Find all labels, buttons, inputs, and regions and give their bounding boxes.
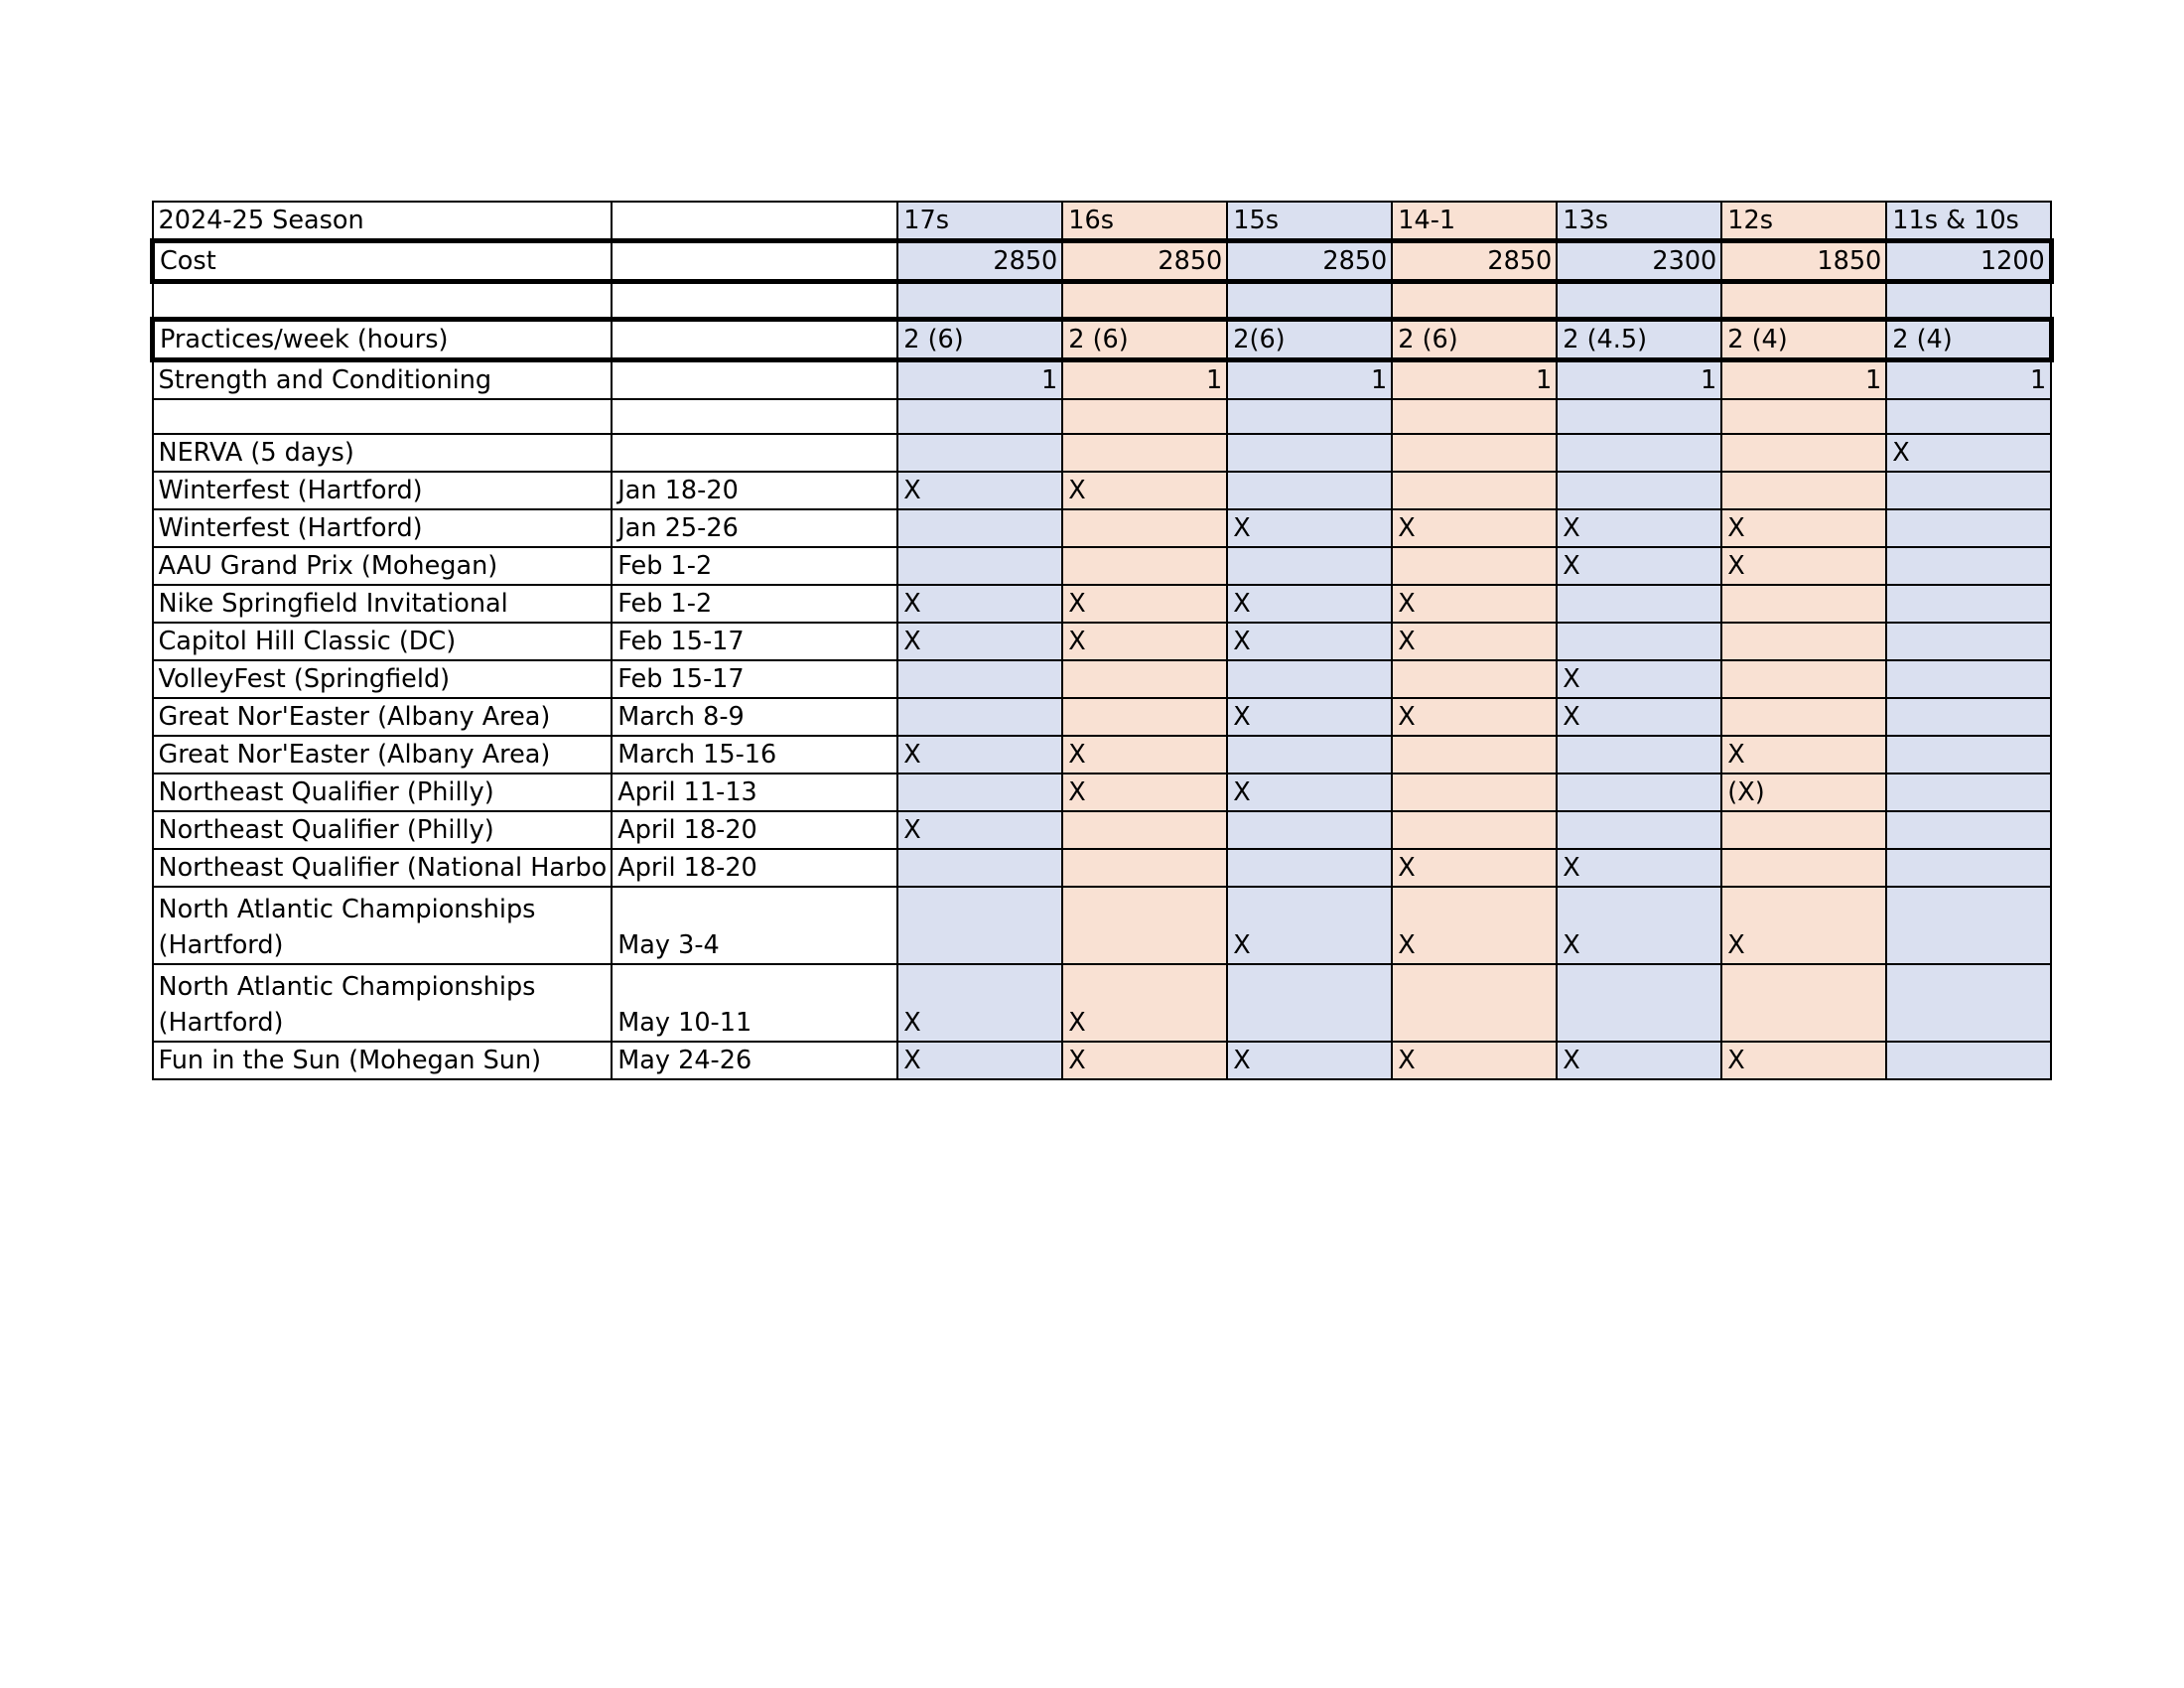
age-group-cell — [1062, 509, 1227, 547]
age-group-cell: X — [897, 811, 1062, 849]
table-row — [153, 887, 2052, 964]
row-date — [612, 360, 897, 400]
age-group-cell: X — [1721, 509, 1886, 547]
season-schedule-table — [150, 201, 2054, 1080]
age-group-cell — [1886, 547, 2051, 585]
age-group-cell: X — [1557, 1042, 1721, 1079]
row-label: North Atlantic Championships (Hartford) — [153, 964, 613, 1042]
age-group-cell: X — [1062, 736, 1227, 774]
age-group-header: 13s — [1557, 202, 1721, 241]
row-date: March 8-9 — [612, 698, 897, 736]
row-date: Feb 1-2 — [612, 547, 897, 585]
age-group-cell — [1392, 282, 1557, 320]
row-date: Feb 15-17 — [612, 623, 897, 660]
age-group-cell — [1392, 660, 1557, 698]
age-group-cell — [1227, 964, 1392, 1042]
age-group-cell: X — [1392, 623, 1557, 660]
age-group-header: 11s & 10s — [1886, 202, 2051, 241]
row-label — [153, 282, 613, 320]
age-group-cell — [1557, 774, 1721, 811]
age-group-cell: 2 (4) — [1721, 320, 1886, 360]
row-label: Northeast Qualifier (Philly) — [153, 811, 613, 849]
age-group-cell: X — [1062, 964, 1227, 1042]
row-date: Feb 1-2 — [612, 585, 897, 623]
age-group-cell — [1721, 434, 1886, 472]
age-group-cell — [1886, 811, 2051, 849]
age-group-cell: X — [897, 1042, 1062, 1079]
age-group-cell: 1 — [897, 360, 1062, 400]
age-group-cell: X — [1392, 585, 1557, 623]
age-group-cell: X — [1227, 887, 1392, 964]
row-date: May 10-11 — [612, 964, 897, 1042]
age-group-cell: 2850 — [1392, 241, 1557, 282]
age-group-cell — [1062, 811, 1227, 849]
table-row — [153, 399, 2052, 434]
age-group-cell: X — [1392, 887, 1557, 964]
age-group-cell — [897, 399, 1062, 434]
table-row — [153, 660, 2052, 698]
age-group-cell: X — [1557, 509, 1721, 547]
age-group-cell — [897, 434, 1062, 472]
table-row — [153, 434, 2052, 472]
age-group-cell — [1227, 282, 1392, 320]
age-group-cell — [1886, 399, 2051, 434]
age-group-header: 15s — [1227, 202, 1392, 241]
age-group-cell: 1 — [1886, 360, 2051, 400]
row-label: NERVA (5 days) — [153, 434, 613, 472]
age-group-cell — [1886, 887, 2051, 964]
table-row — [153, 811, 2052, 849]
row-label: Fun in the Sun (Mohegan Sun) — [153, 1042, 613, 1079]
age-group-cell: X — [1392, 1042, 1557, 1079]
row-date: Jan 25-26 — [612, 509, 897, 547]
age-group-cell — [897, 698, 1062, 736]
age-group-cell — [1557, 434, 1721, 472]
age-group-cell: 2850 — [1227, 241, 1392, 282]
age-group-cell — [1886, 774, 2051, 811]
age-group-cell — [1886, 1042, 2051, 1079]
age-group-cell — [1721, 282, 1886, 320]
age-group-cell: 2 (6) — [1062, 320, 1227, 360]
age-group-cell — [1227, 434, 1392, 472]
age-group-cell — [897, 509, 1062, 547]
row-label: Great Nor'Easter (Albany Area) — [153, 736, 613, 774]
age-group-cell — [1886, 736, 2051, 774]
age-group-cell: X — [897, 585, 1062, 623]
age-group-cell — [897, 282, 1062, 320]
age-group-cell: X — [1721, 1042, 1886, 1079]
age-group-cell: X — [1557, 698, 1721, 736]
age-group-cell: X — [1392, 698, 1557, 736]
age-group-cell — [1886, 472, 2051, 509]
age-group-cell — [1227, 660, 1392, 698]
table-row — [153, 360, 2052, 400]
age-group-cell: X — [1227, 623, 1392, 660]
age-group-cell: X — [1557, 547, 1721, 585]
age-group-cell — [1062, 849, 1227, 887]
age-group-cell: X — [1062, 585, 1227, 623]
age-group-cell — [1721, 660, 1886, 698]
row-date: March 15-16 — [612, 736, 897, 774]
age-group-cell: X — [897, 472, 1062, 509]
age-group-cell: X — [1392, 849, 1557, 887]
age-group-cell — [1392, 774, 1557, 811]
age-group-cell: 2 (6) — [897, 320, 1062, 360]
age-group-cell — [1557, 736, 1721, 774]
age-group-cell — [1062, 660, 1227, 698]
age-group-cell — [1227, 736, 1392, 774]
age-group-cell — [1392, 434, 1557, 472]
age-group-cell: X — [1227, 1042, 1392, 1079]
age-group-cell: X — [1062, 1042, 1227, 1079]
age-group-cell — [1721, 399, 1886, 434]
age-group-cell — [1721, 698, 1886, 736]
age-group-cell — [897, 774, 1062, 811]
table-row — [153, 509, 2052, 547]
row-date — [612, 434, 897, 472]
age-group-cell — [897, 660, 1062, 698]
age-group-cell: 2850 — [1062, 241, 1227, 282]
age-group-cell — [1392, 736, 1557, 774]
table-row — [153, 547, 2052, 585]
age-group-cell — [1886, 849, 2051, 887]
age-group-cell: X — [1721, 736, 1886, 774]
age-group-cell: X — [1557, 849, 1721, 887]
table-row — [153, 964, 2052, 1042]
age-group-cell — [1062, 887, 1227, 964]
age-group-cell — [1227, 849, 1392, 887]
row-date — [612, 282, 897, 320]
age-group-cell: X — [897, 964, 1062, 1042]
age-group-cell: X — [1392, 509, 1557, 547]
row-label: Great Nor'Easter (Albany Area) — [153, 698, 613, 736]
age-group-cell: 1850 — [1721, 241, 1886, 282]
age-group-cell — [1721, 849, 1886, 887]
age-group-cell — [1557, 472, 1721, 509]
row-date: May 24-26 — [612, 1042, 897, 1079]
age-group-cell — [1886, 964, 2051, 1042]
age-group-header: 17s — [897, 202, 1062, 241]
age-group-header: 14-1 — [1392, 202, 1557, 241]
age-group-cell: 2(6) — [1227, 320, 1392, 360]
age-group-cell — [1886, 698, 2051, 736]
age-group-cell — [1721, 585, 1886, 623]
age-group-cell — [1557, 964, 1721, 1042]
age-group-cell — [1721, 811, 1886, 849]
age-group-cell: 1 — [1227, 360, 1392, 400]
row-date — [612, 399, 897, 434]
age-group-cell — [1392, 399, 1557, 434]
age-group-cell — [1886, 509, 2051, 547]
age-group-cell — [897, 547, 1062, 585]
age-group-cell — [897, 887, 1062, 964]
age-group-cell: 2 (4.5) — [1557, 320, 1721, 360]
age-group-cell — [1886, 623, 2051, 660]
age-group-cell: 2 (4) — [1886, 320, 2051, 360]
row-label: North Atlantic Championships (Hartford) — [153, 887, 613, 964]
age-group-cell: X — [1557, 660, 1721, 698]
row-label: Nike Springfield Invitational — [153, 585, 613, 623]
age-group-cell: 2850 — [897, 241, 1062, 282]
table-row — [153, 623, 2052, 660]
age-group-cell: X — [1886, 434, 2051, 472]
age-group-cell — [1557, 399, 1721, 434]
age-group-cell — [1721, 472, 1886, 509]
age-group-cell — [1886, 585, 2051, 623]
age-group-cell — [1227, 547, 1392, 585]
age-group-cell — [897, 849, 1062, 887]
age-group-cell — [1886, 660, 2051, 698]
row-label: Northeast Qualifier (Philly) — [153, 774, 613, 811]
table-row — [153, 698, 2052, 736]
age-group-cell — [1557, 282, 1721, 320]
row-date: April 18-20 — [612, 849, 897, 887]
age-group-cell: X — [1721, 887, 1886, 964]
table-row — [153, 282, 2052, 320]
row-date — [612, 320, 897, 360]
age-group-cell: X — [1062, 774, 1227, 811]
age-group-cell — [1557, 811, 1721, 849]
age-group-cell: 1 — [1392, 360, 1557, 400]
table-row — [153, 320, 2052, 360]
age-group-cell: 1 — [1721, 360, 1886, 400]
age-group-cell — [1062, 282, 1227, 320]
table-row — [153, 736, 2052, 774]
age-group-cell: X — [1227, 698, 1392, 736]
age-group-header: 16s — [1062, 202, 1227, 241]
age-group-cell: X — [1227, 509, 1392, 547]
age-group-cell — [1721, 623, 1886, 660]
age-group-cell — [1392, 964, 1557, 1042]
age-group-cell — [1392, 811, 1557, 849]
age-group-cell — [1392, 547, 1557, 585]
age-group-cell: X — [1227, 585, 1392, 623]
table-row — [153, 774, 2052, 811]
row-date: April 18-20 — [612, 811, 897, 849]
row-label: Cost — [153, 241, 613, 282]
age-group-cell: X — [1557, 887, 1721, 964]
age-group-cell: X — [1062, 472, 1227, 509]
age-group-cell: 2 (6) — [1392, 320, 1557, 360]
row-date: May 3-4 — [612, 887, 897, 964]
age-group-cell: 1 — [1062, 360, 1227, 400]
row-label: Winterfest (Hartford) — [153, 472, 613, 509]
table-row — [153, 585, 2052, 623]
age-group-cell: 2300 — [1557, 241, 1721, 282]
row-label: Practices/week (hours) — [153, 320, 613, 360]
age-group-cell: X — [1721, 547, 1886, 585]
age-group-cell — [1062, 698, 1227, 736]
age-group-cell — [1062, 547, 1227, 585]
age-group-cell — [1886, 282, 2051, 320]
table-row — [153, 472, 2052, 509]
header-row — [153, 202, 2052, 241]
row-label: AAU Grand Prix (Mohegan) — [153, 547, 613, 585]
age-group-cell: X — [1227, 774, 1392, 811]
row-date: Jan 18-20 — [612, 472, 897, 509]
age-group-cell — [1557, 623, 1721, 660]
row-date: April 11-13 — [612, 774, 897, 811]
age-group-cell — [1721, 964, 1886, 1042]
age-group-cell: (X) — [1721, 774, 1886, 811]
table-row — [153, 241, 2052, 282]
table-body — [153, 241, 2052, 1080]
age-group-cell — [1227, 811, 1392, 849]
season-title: 2024-25 Season — [153, 202, 613, 241]
row-label — [153, 399, 613, 434]
age-group-cell: X — [897, 623, 1062, 660]
row-label: VolleyFest (Springfield) — [153, 660, 613, 698]
age-group-cell — [1062, 434, 1227, 472]
age-group-cell: X — [897, 736, 1062, 774]
row-label: Capitol Hill Classic (DC) — [153, 623, 613, 660]
age-group-cell: X — [1062, 623, 1227, 660]
age-group-cell: 1200 — [1886, 241, 2051, 282]
row-label: Northeast Qualifier (National Harbo — [153, 849, 613, 887]
row-date: Feb 15-17 — [612, 660, 897, 698]
age-group-cell — [1392, 472, 1557, 509]
age-group-header: 12s — [1721, 202, 1886, 241]
table-row — [153, 849, 2052, 887]
age-group-cell: 1 — [1557, 360, 1721, 400]
table-row — [153, 1042, 2052, 1079]
age-group-cell — [1557, 585, 1721, 623]
age-group-cell — [1227, 399, 1392, 434]
row-date — [612, 241, 897, 282]
row-label: Strength and Conditioning — [153, 360, 613, 400]
age-group-cell — [1062, 399, 1227, 434]
row-label: Winterfest (Hartford) — [153, 509, 613, 547]
date-header — [612, 202, 897, 241]
age-group-cell — [1227, 472, 1392, 509]
